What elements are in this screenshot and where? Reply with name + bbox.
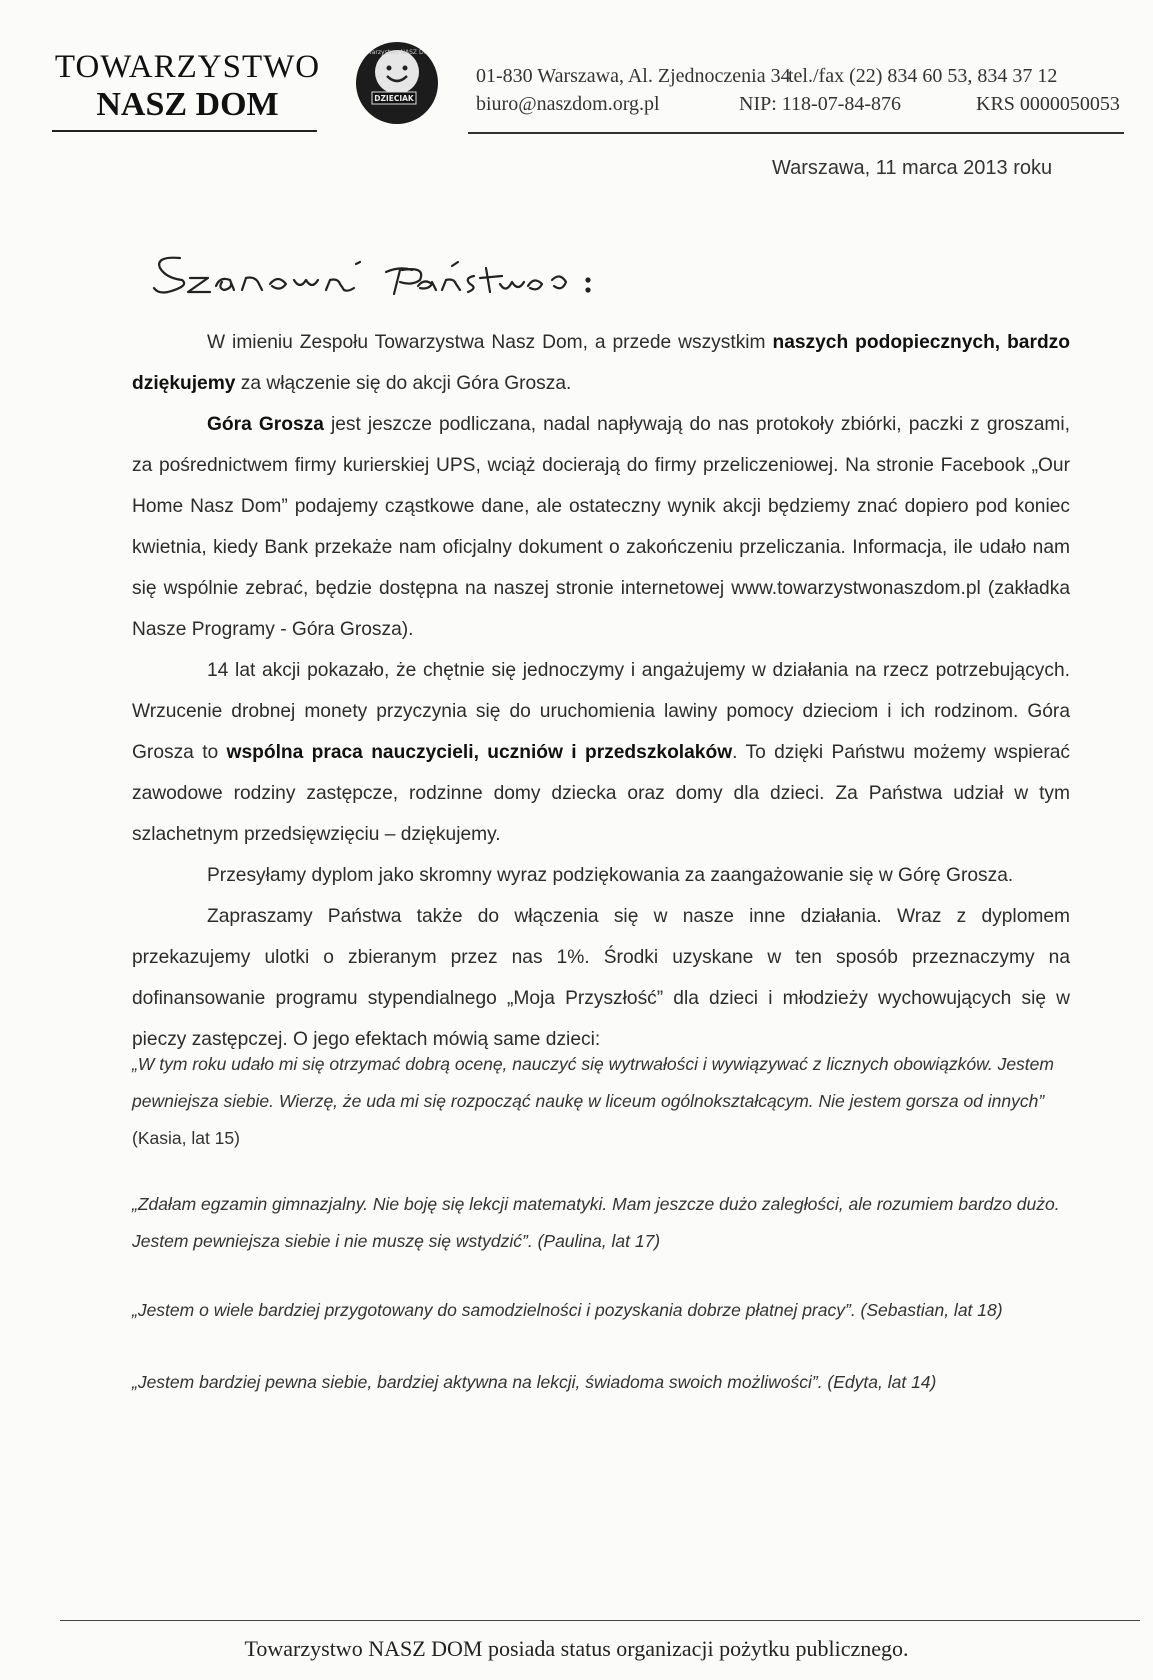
address: 01-830 Warszawa, Al. Zjednoczenia 34 [476,65,791,87]
logo-arc-text: Towarzystwo NASZ DOM [360,49,434,56]
phone-block [788,62,1057,90]
paragraph-2: Góra Grosza jest jeszcze podliczana, nadal napływają do nas protokoły zbiórki, paczki z groszami, za pośrednictwem firmy kurierskiej UPS, wciąż docierają do firmy przeliczeniowej. Na stronie Facebook „Our Home Nasz Dom” podajemy cząstkowe dane, ale ostateczny wynik akcji będziemy znać dopiero pod koniec kwietnia, kiedy Bank przekaże nam oficjalny dokument o zakończeniu przeliczania. Informacja, ile udało nam się wspólnie zebrać, będzie dostępna na naszej stronie internetowej www.towarzystwonaszdom.pl (zakładka Nasze Programy - Góra Grosza). [132,414,1070,640]
org-name-line2: NASZ DOM [96,86,279,123]
handwritten-salutation [150,250,610,305]
logo-badge-text: DZIECIAK [374,94,414,103]
paragraph-5: Zapraszamy Państwa także do włączenia się w nasze inne działania. Wraz z dyplomem przekazujemy ulotki o zbieranym przez nas 1%. Środki uzyskane w ten sposób przeznaczymy na dofinansowanie programu stypendialnego „Moja Przyszłość” dla dzieci i młodzieży wychowujących się w pieczy zastępczej. O jego efektach mówią same dzieci: [132,906,1070,1050]
paragraph-3: 14 lat akcji pokazało, że chętnie się jednoczymy i angażujemy w działania na rzecz potrzebujących. Wrzucenie drobnej monety przyczynia się do uruchomienia lawiny pomocy dzieciom i ich rodzinom. Góra Grosza to wspólna praca nauczycieli, uczniów i przedszkolaków. To dzięki Państwu możemy wspierać zawodowe rodziny zastępcze, rodzinne domy dziecka oraz domy dla dzieci. Za Państwa udział w tym szlachetnym przedsięwzięciu – dziękujemy. [132,660,1070,845]
quote-2: „Zdałam egzamin gimnazjalny. Nie boję się lekcji matematyki. Mam jeszcze dużo zaległości, ale rozumiem bardzo dużo. Jestem pewniejsza siebie i nie muszę się wstydzić”. (Paulina, lat 17) [132,1194,1060,1251]
paragraph-4: Przesyłamy dyplom jako skromny wyraz podziękowania za zaangażowanie się w Górę Grosza. [207,865,1014,886]
paragraph-1: W imieniu Zespołu Towarzystwa Nasz Dom, a przede wszystkim naszych podopiecznych, bardzo dziękujemy za włączenie się do akcji Góra Grosza. [132,332,1070,394]
krs: KRS 0000050053 [976,93,1120,115]
letter-body [132,322,1070,1060]
footer-note: Towarzystwo NASZ DOM posiada status organizacji pożytku publicznego. [244,1636,909,1661]
phone: tel./fax (22) 834 60 53, 834 37 12 [788,65,1058,87]
handwriting-salutation-icon [150,250,610,300]
quote-3: „Jestem o wiele bardziej przygotowany do samodzielności i pozyskania dobrze płatnej pracy”. (Sebastian, lat 18) [132,1300,1003,1320]
header-divider [468,132,1124,134]
bold-phrase: Góra Grosza [207,414,324,435]
bold-phrase: wspólna praca nauczycieli, uczniów i przedszkolaków [226,742,733,763]
footer-divider [60,1620,1140,1621]
organization-name [50,48,325,124]
org-name-line1: TOWARZYSTWO [54,49,321,85]
quote-4: „Jestem bardziej pewna siebie, bardziej aktywna na lekcji, świadoma swoich możliwości”. (Edyta, lat 14) [132,1372,937,1392]
organization-logo [356,42,438,124]
email: biuro@naszdom.org.pl [476,93,660,115]
org-name-underline [52,130,317,132]
nip: NIP: 118-07-84-876 [739,93,902,115]
logo-smiley-icon [356,42,438,124]
letter-date: Warszawa, 11 marca 2013 roku [772,157,1053,179]
quote-1: „W tym roku udało mi się otrzymać dobrą ocenę, nauczyć się wytrwałości i wywiązywać z licznych obowiązków. Jestem pewniejsza siebie. Wierzę, że uda mi się rozpocząć naukę w liceum ogólnokształcącym. Nie jestem gorsza od innych” (Kasia, lat 15) [132,1054,1054,1148]
bold-phrase: naszych podopiecznych, bardzo dziękujemy [132,332,1070,394]
